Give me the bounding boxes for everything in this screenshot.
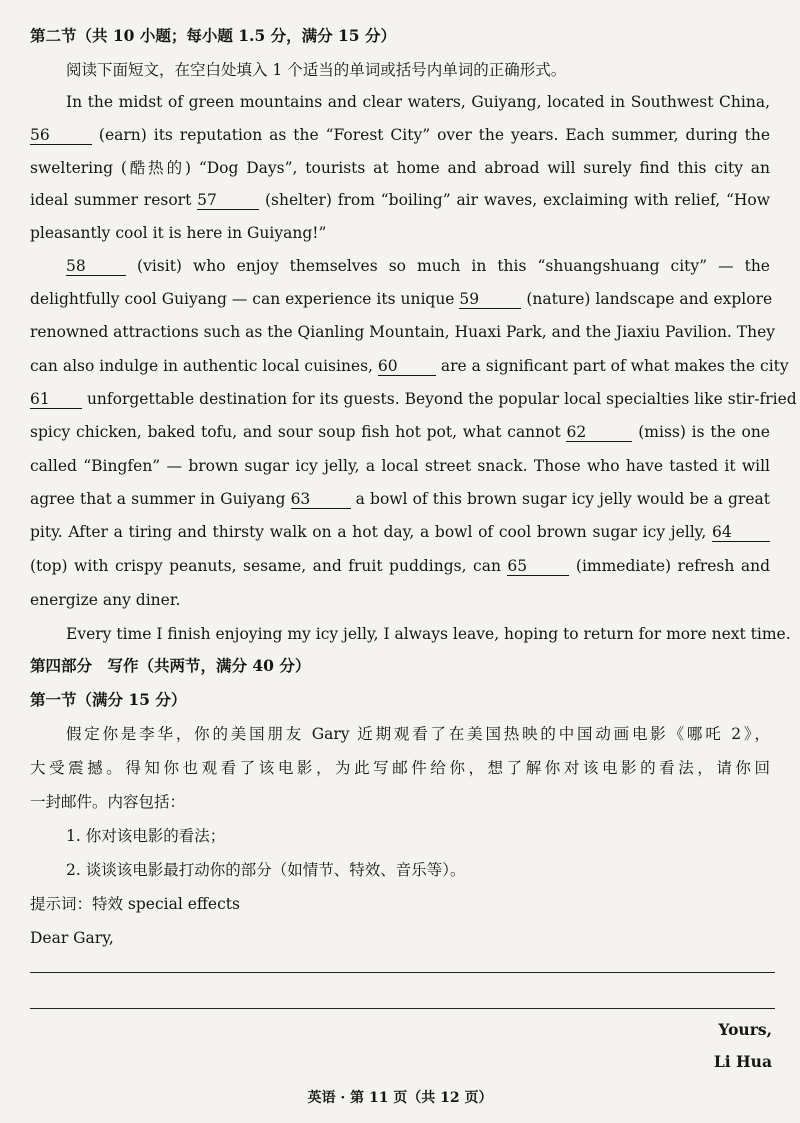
part4-section1-heading: 第一节（满分 15 分） — [30, 690, 187, 709]
blank-63[interactable]: 63 — [291, 490, 351, 509]
passage-line: sweltering (酷热的) “Dog Days”, tourists at home and abroad will surely find this city an — [30, 159, 770, 177]
writing-line[interactable] — [30, 1008, 775, 1009]
passage-line: energize any diner. — [30, 591, 181, 609]
passage-line: In the midst of green mountains and clear waters, Guiyang, located in Southwest China, — [66, 93, 770, 111]
section2-heading: 第二节（共 10 小题；每小题 1.5 分，满分 15 分） — [30, 26, 396, 45]
section2-instruction: 阅读下面短文，在空白处填入 1 个适当的单词或括号内单词的正确形式。 — [66, 61, 567, 79]
passage-line: can also indulge in authentic local cuisines, 60 are a significant part of what makes the city — [30, 357, 789, 375]
writing-prompt-line: 假定你是李华，你的美国朋友 Gary 近期观看了在美国热映的中国动画电影《哪吒 2》， — [66, 725, 770, 743]
writing-point-2: 2. 谈谈该电影最打动你的部分（如情节、特效、音乐等）。 — [66, 861, 466, 879]
blank-56[interactable]: 56 — [30, 126, 92, 145]
blank-65[interactable]: 65 — [507, 557, 569, 576]
passage-line: 56 (earn) its reputation as the “Forest City” over the years. Each summer, during the — [30, 126, 770, 144]
passage-line: 58 (visit) who enjoy themselves so much in this “shuangshuang city” — the — [66, 257, 770, 275]
blank-59[interactable]: 59 — [459, 290, 521, 309]
blank-57[interactable]: 57 — [197, 191, 259, 210]
passage-line: pity. After a tiring and thirsty walk on a hot day, a bowl of cool brown sugar icy jelly, 64 — [30, 522, 770, 542]
email-closing: Yours, — [718, 1020, 772, 1039]
email-salutation: Dear Gary, — [30, 929, 114, 947]
part4-heading: 第四部分 写作（共两节，满分 40 分） — [30, 656, 311, 675]
passage-line: called “Bingfen” — brown sugar icy jelly, a local street snack. Those who have tasted it will — [30, 457, 770, 475]
passage-line: delightfully cool Guiyang — can experience its unique 59 (nature) landscape and explore — [30, 290, 773, 308]
email-signature: Li Hua — [713, 1052, 772, 1071]
hint-words: 提示词：特效 special effects — [30, 895, 240, 913]
blank-64[interactable]: 64 — [712, 523, 770, 542]
writing-line[interactable] — [30, 972, 775, 973]
passage-line: 61 unforgettable destination for its guests. Beyond the popular local specialties like stir-fried — [30, 390, 797, 408]
writing-prompt-line: 一封邮件。内容包括： — [30, 793, 186, 811]
writing-point-1: 1. 你对该电影的看法； — [66, 827, 226, 845]
page-footer: 英语 · 第 11 页（共 12 页） — [307, 1090, 493, 1106]
blank-58[interactable]: 58 — [66, 257, 126, 276]
passage-line: agree that a summer in Guiyang 63 a bowl of this brown sugar icy jelly would be a great — [30, 490, 770, 508]
passage-line: pleasantly cool it is here in Guiyang!” — [30, 224, 327, 242]
writing-prompt-line: 大受震撼。得知你也观看了该电影，为此写邮件给你，想了解你对该电影的看法，请你回 — [30, 759, 770, 777]
blank-61[interactable]: 61 — [30, 390, 82, 409]
passage-line: renowned attractions such as the Qianling Mountain, Huaxi Park, and the Jiaxiu Pavilion. They — [30, 323, 776, 341]
passage-line: Every time I finish enjoying my icy jelly, I always leave, hoping to return for more next time. — [66, 625, 791, 643]
passage-line: ideal summer resort 57 (shelter) from “boiling” air waves, exclaiming with relief, “How — [30, 191, 771, 209]
passage-line: (top) with crispy peanuts, sesame, and fruit puddings, can 65 (immediate) refresh and — [30, 557, 770, 575]
blank-62[interactable]: 62 — [566, 423, 632, 442]
blank-60[interactable]: 60 — [378, 357, 436, 376]
passage-line: spicy chicken, baked tofu, and sour soup fish hot pot, what cannot 62 (miss) is the one — [30, 423, 770, 441]
